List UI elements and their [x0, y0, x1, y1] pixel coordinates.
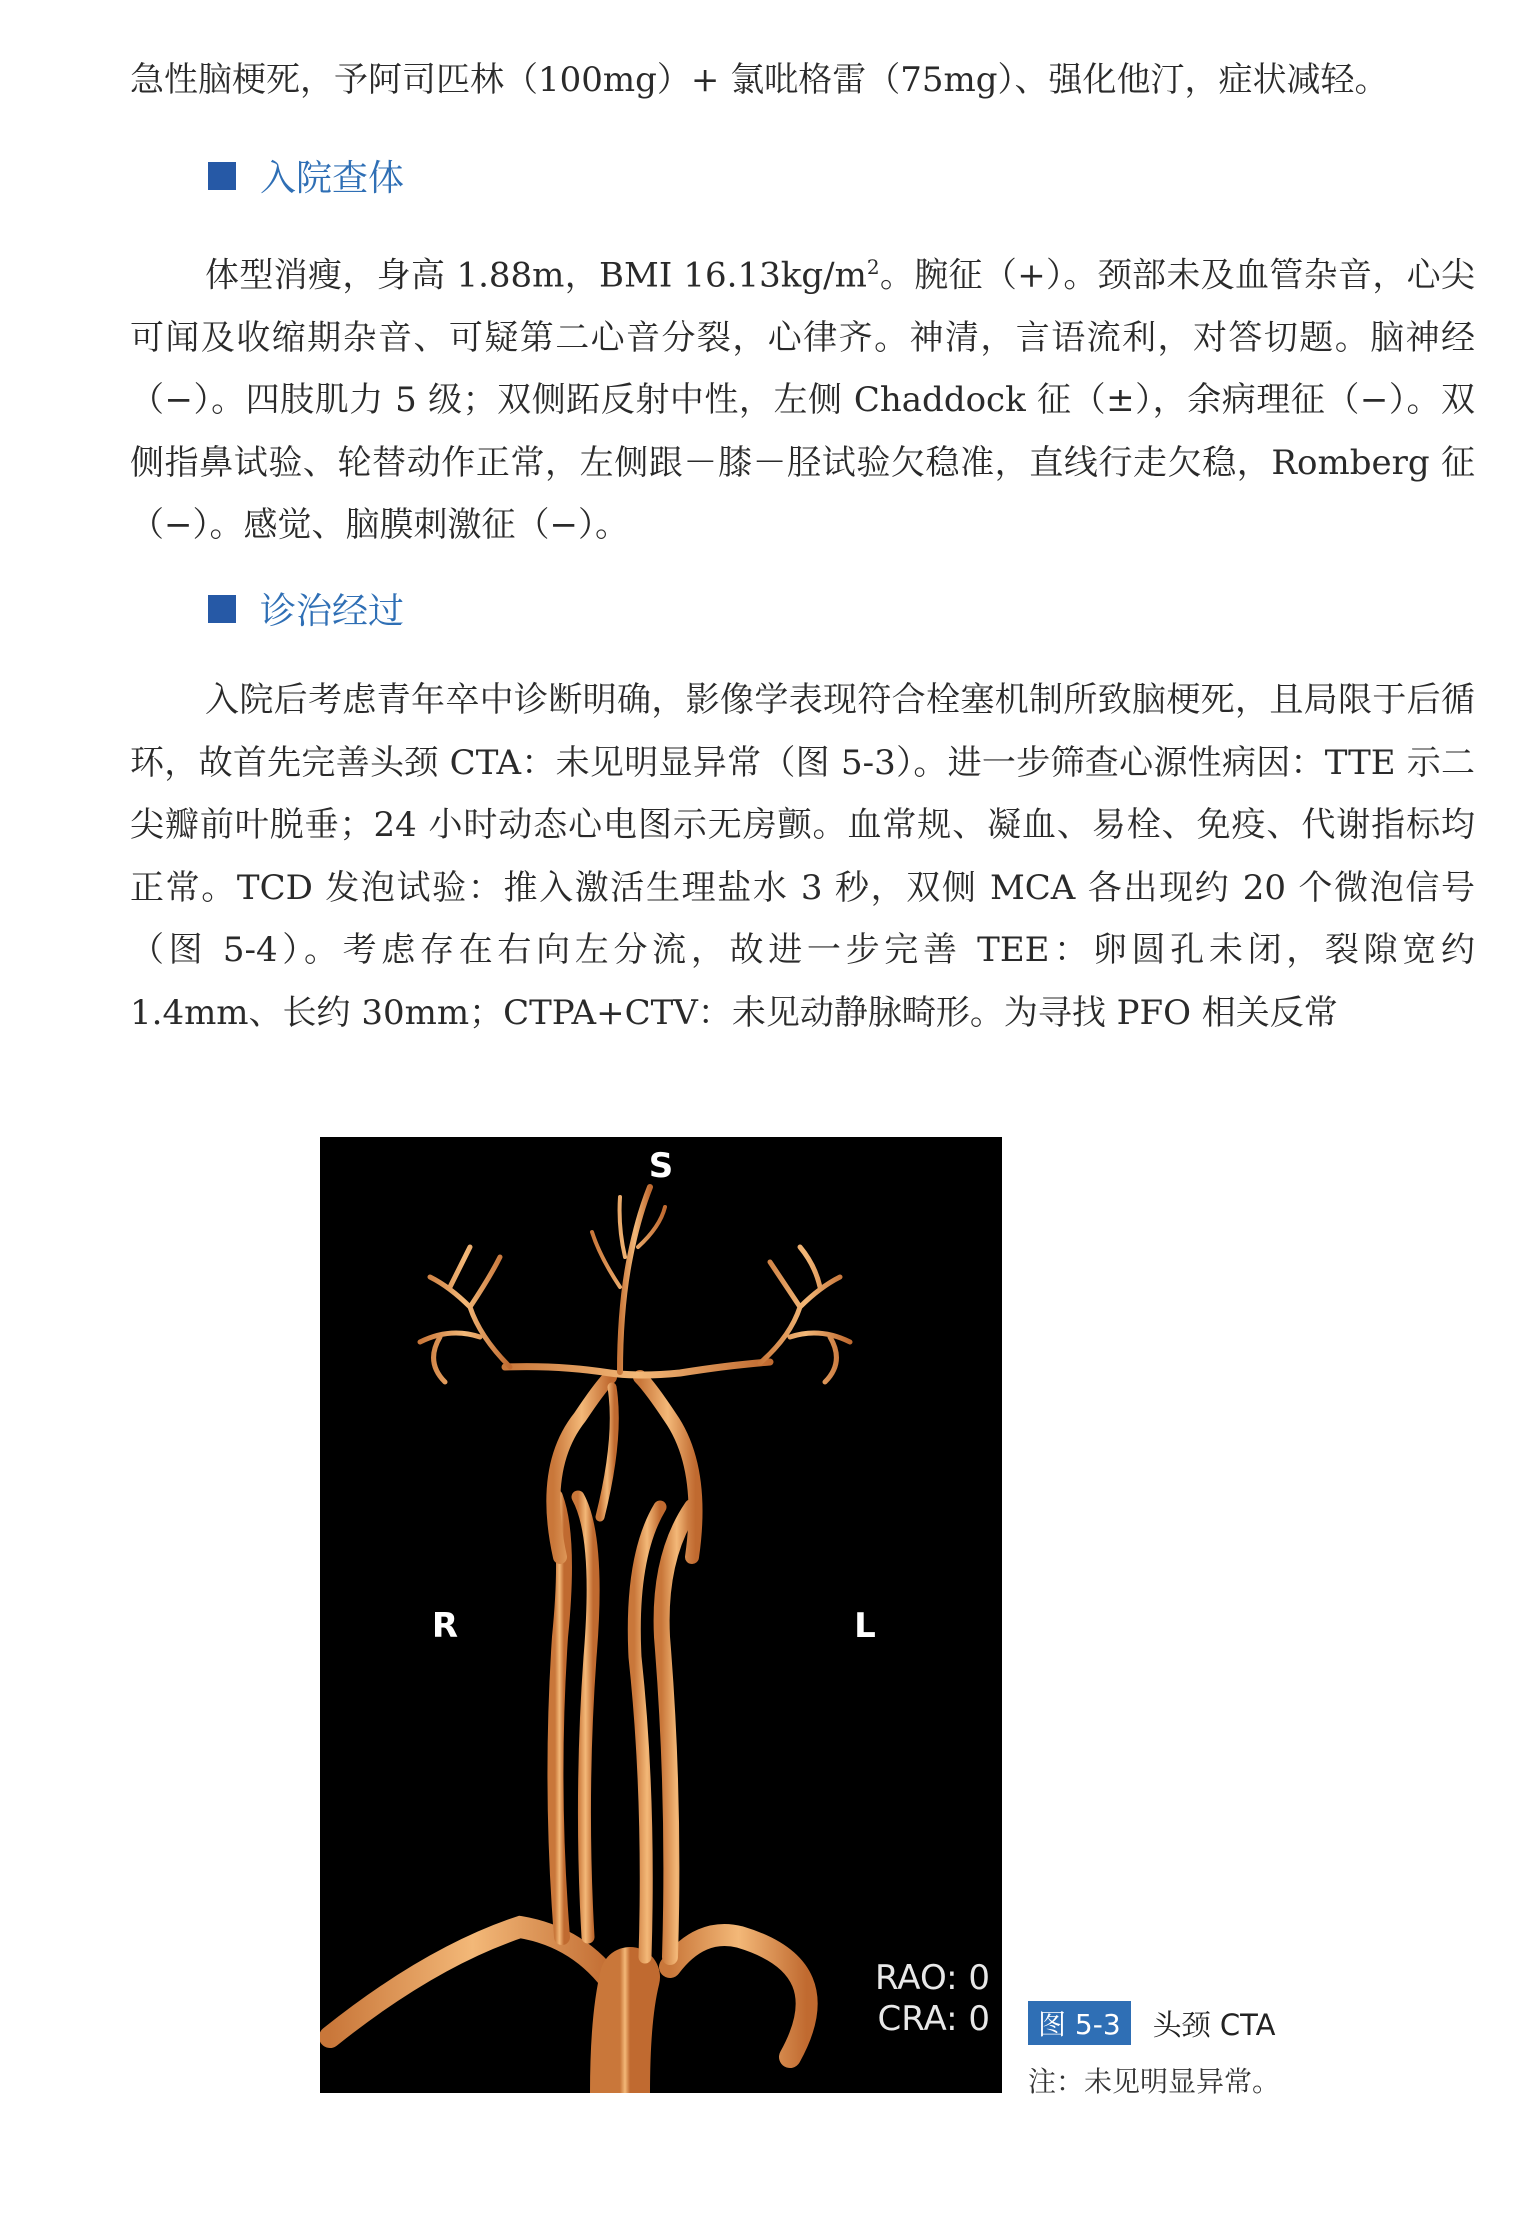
rao-angle-label: RAO: 0	[875, 1958, 990, 1998]
heading-admission-exam	[208, 150, 404, 201]
orientation-right-label: R	[431, 1606, 459, 1646]
left-common-carotid	[662, 1507, 692, 1957]
right-vertebral	[578, 1497, 593, 1937]
figure-title: 头颈 CTA	[1152, 2007, 1276, 2042]
exam-superscript: 2	[866, 255, 880, 279]
exam-paragraph	[130, 236, 1475, 557]
left-vertebral	[634, 1507, 660, 1957]
circle-of-willis	[505, 1362, 770, 1375]
cra-angle-label: CRA: 0	[877, 1999, 990, 2039]
heading-treatment-course	[208, 583, 404, 634]
heading-treatment-course-text: 诊治经过	[260, 591, 405, 632]
figure-number: 图 5-3	[1028, 2001, 1131, 2045]
aortic-arch	[620, 1977, 630, 2093]
basilar-artery	[600, 1387, 614, 1517]
heading-square-icon	[208, 162, 236, 190]
anterior-cerebral-artery	[620, 1187, 650, 1372]
subclavian-artery-left	[670, 1935, 807, 2057]
intro-paragraph: 急性脑梗死，予阿司匹林（100mg）+ 氯吡格雷（75mg）、强化他汀，症状减轻。	[130, 60, 1389, 100]
figure-caption	[1028, 2001, 1275, 2045]
subclavian-artery-right	[330, 1927, 615, 2037]
right-ica	[553, 1377, 610, 1557]
exam-text-pre: 体型消瘦，身高 1.88m，BMI 16.13kg/m	[205, 255, 867, 296]
figure-note: 注：未见明显异常。	[1028, 2065, 1281, 2098]
orientation-left-label: L	[854, 1606, 876, 1646]
orientation-superior-label: S	[648, 1146, 674, 1186]
exam-text-post: 。腕征（+）。颈部未及血管杂音，心尖可闻及收缩期杂音、可疑第二心音分裂，心律齐。神清，言语流利，对答切题。脑神经（−）。四肢肌力 5 级；双侧跖反射中性，左侧 Chaddock 征（±），余病理征（−）。双侧指鼻试验、轮替动作正常，左侧跟－膝－胫试验欠稳准，直线行走欠稳，Romberg 征（−）。感觉、脑膜刺激征（−）。	[130, 255, 1475, 546]
cta-figure-image	[320, 1137, 1002, 2093]
heading-square-icon	[208, 595, 236, 623]
heading-admission-exam-text: 入院查体	[260, 158, 405, 199]
treatment-paragraph: 入院后考虑青年卒中诊断明确，影像学表现符合栓塞机制所致脑梗死，且局限于后循环，故首先完善头颈 CTA：未见明显异常（图 5-3）。进一步筛查心源性病因：TTE 示二尖瓣前叶脱垂；24 小时动态心电图示无房颤。血常规、凝血、易栓、免疫、代谢指标均正常。TCD 发泡试验：推入激活生理盐水 3 秒，双侧 MCA 各出现约 20 个微泡信号（图 5-4）。考虑存在右向左分流，故进一步完善 TEE：卵圆孔未闭，裂隙宽约 1.4mm、长约 30mm；CTPA+CTV：未见动静脉畸形。为寻找 PFO 相关反常	[130, 680, 1475, 1033]
